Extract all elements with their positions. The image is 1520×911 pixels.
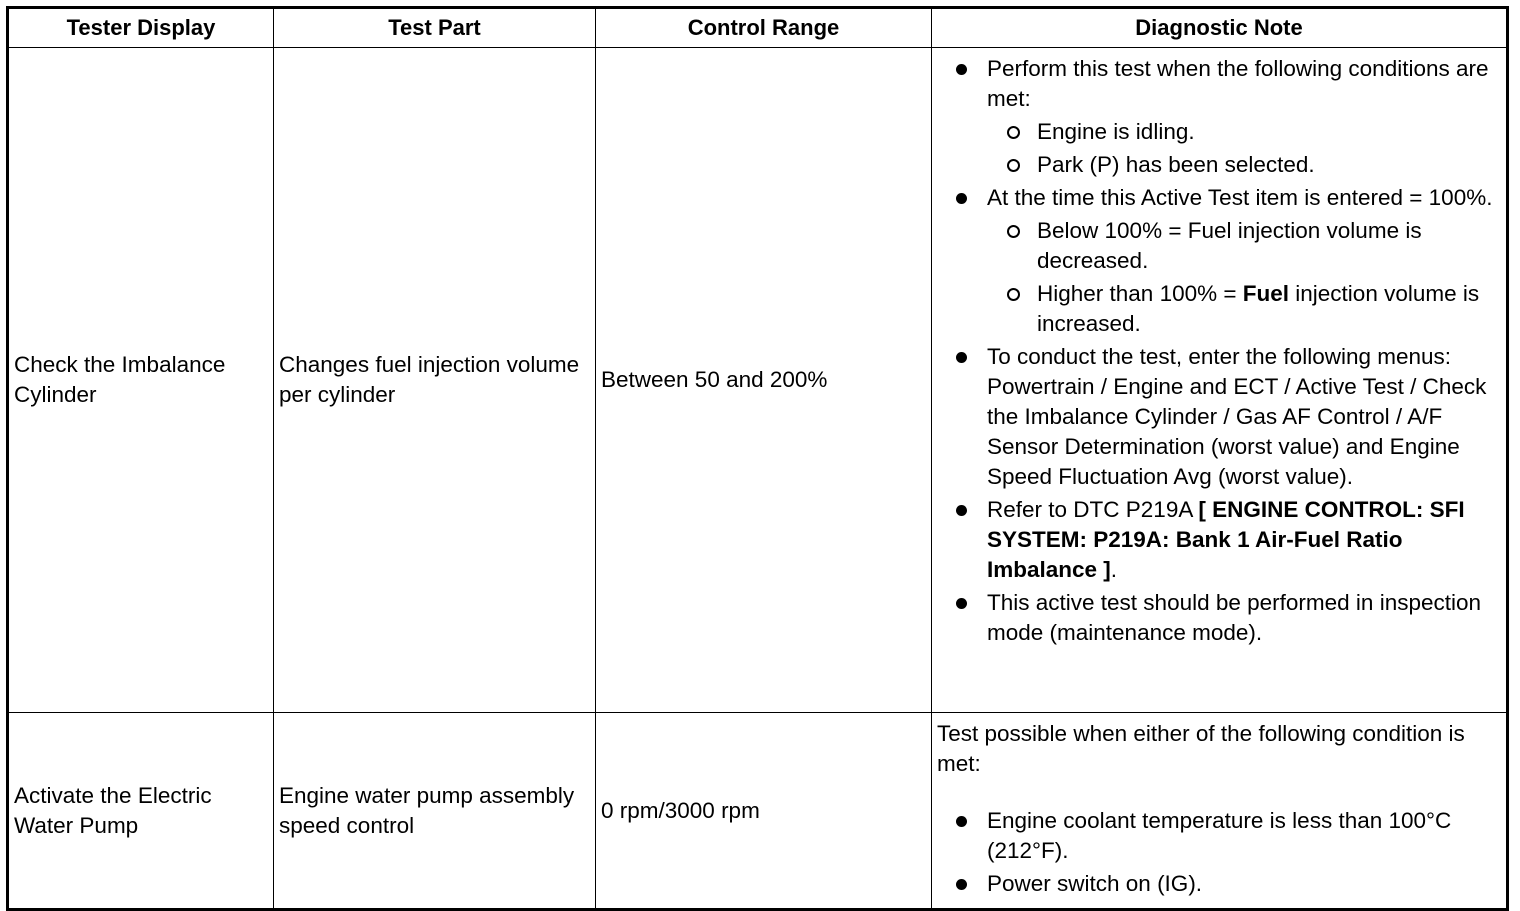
note-text: Below 100% = Fuel injection volume is decreased. [1037,218,1422,273]
note-bullet-list [937,54,1500,648]
note-text: injection volume is increased. [1037,281,1480,336]
bullet-icon [956,816,967,827]
hollow-bullet-icon [1007,225,1020,238]
tester-display-cell: Activate the Electric Water Pump [8,713,274,910]
table-row [8,713,1508,910]
list-item [937,54,1500,180]
control-range-cell: Between 50 and 200% [596,48,932,713]
note-text: Perform this test when the following conditions are met: [987,56,1489,111]
note-text: Power switch on (IG). [987,871,1203,896]
list-item [937,183,1500,339]
sub-bullet-list [987,117,1500,180]
note-text: At the time this Active Test item is entered = 100%. [987,185,1493,210]
header-tester-display: Tester Display [8,8,274,48]
header-control-range: Control Range [596,8,932,48]
bullet-icon [956,879,967,890]
note-text: This active test should be performed in inspection mode (maintenance mode). [987,590,1482,645]
hollow-bullet-icon [1007,288,1020,301]
list-item [937,806,1500,866]
test-part-cell: Changes fuel injection volume per cylinder [274,48,596,713]
note-text: Engine coolant temperature is less than 100°C (212°F). [987,808,1452,863]
list-item [937,342,1500,492]
dtc-reference-link[interactable]: [ ENGINE CONTROL: SFI SYSTEM: P219A: Bank 1 Air-Fuel Ratio Imbalance ] [987,497,1465,582]
active-test-table [6,6,1509,911]
list-item [937,588,1500,648]
tester-display-cell: Check the Imbalance Cylinder [8,48,274,713]
bullet-icon [956,193,967,204]
bullet-icon [956,598,967,609]
test-part-cell: Engine water pump assembly speed control [274,713,596,910]
bullet-icon [956,64,967,75]
table-row [8,48,1508,713]
bullet-icon [956,505,967,516]
list-item [937,869,1500,899]
note-text: . [1110,557,1118,582]
note-text: Refer to DTC P219A [987,497,1199,522]
note-bold-text: Fuel [1242,281,1290,306]
bullet-icon [956,352,967,363]
sub-bullet-list [987,216,1500,339]
header-test-part: Test Part [274,8,596,48]
hollow-bullet-icon [1007,159,1020,172]
sub-list-item [987,279,1500,339]
note-bullet-list [937,806,1500,899]
diagnostic-note-cell [932,713,1508,910]
header-row [8,8,1508,48]
header-diagnostic-note: Diagnostic Note [932,8,1508,48]
sub-list-item [987,216,1500,276]
sub-list-item [987,150,1500,180]
note-text: Higher than 100% = [1037,281,1243,306]
note-text: Park (P) has been selected. [1037,152,1315,177]
hollow-bullet-icon [1007,126,1020,139]
note-text: Engine is idling. [1037,119,1195,144]
diagnostic-note-cell [932,48,1508,713]
list-item [937,495,1500,585]
note-intro: Test possible when either of the following condition is met: [937,721,1465,776]
note-text: To conduct the test, enter the following menus: Powertrain / Engine and ECT / Active Test / Check the Imbalance Cylinder / Gas AF Control / A/F Sensor Determination (worst value) and Engine Speed Fluctuation Avg (worst value). [987,344,1487,489]
control-range-cell: 0 rpm/3000 rpm [596,713,932,910]
sub-list-item [987,117,1500,147]
